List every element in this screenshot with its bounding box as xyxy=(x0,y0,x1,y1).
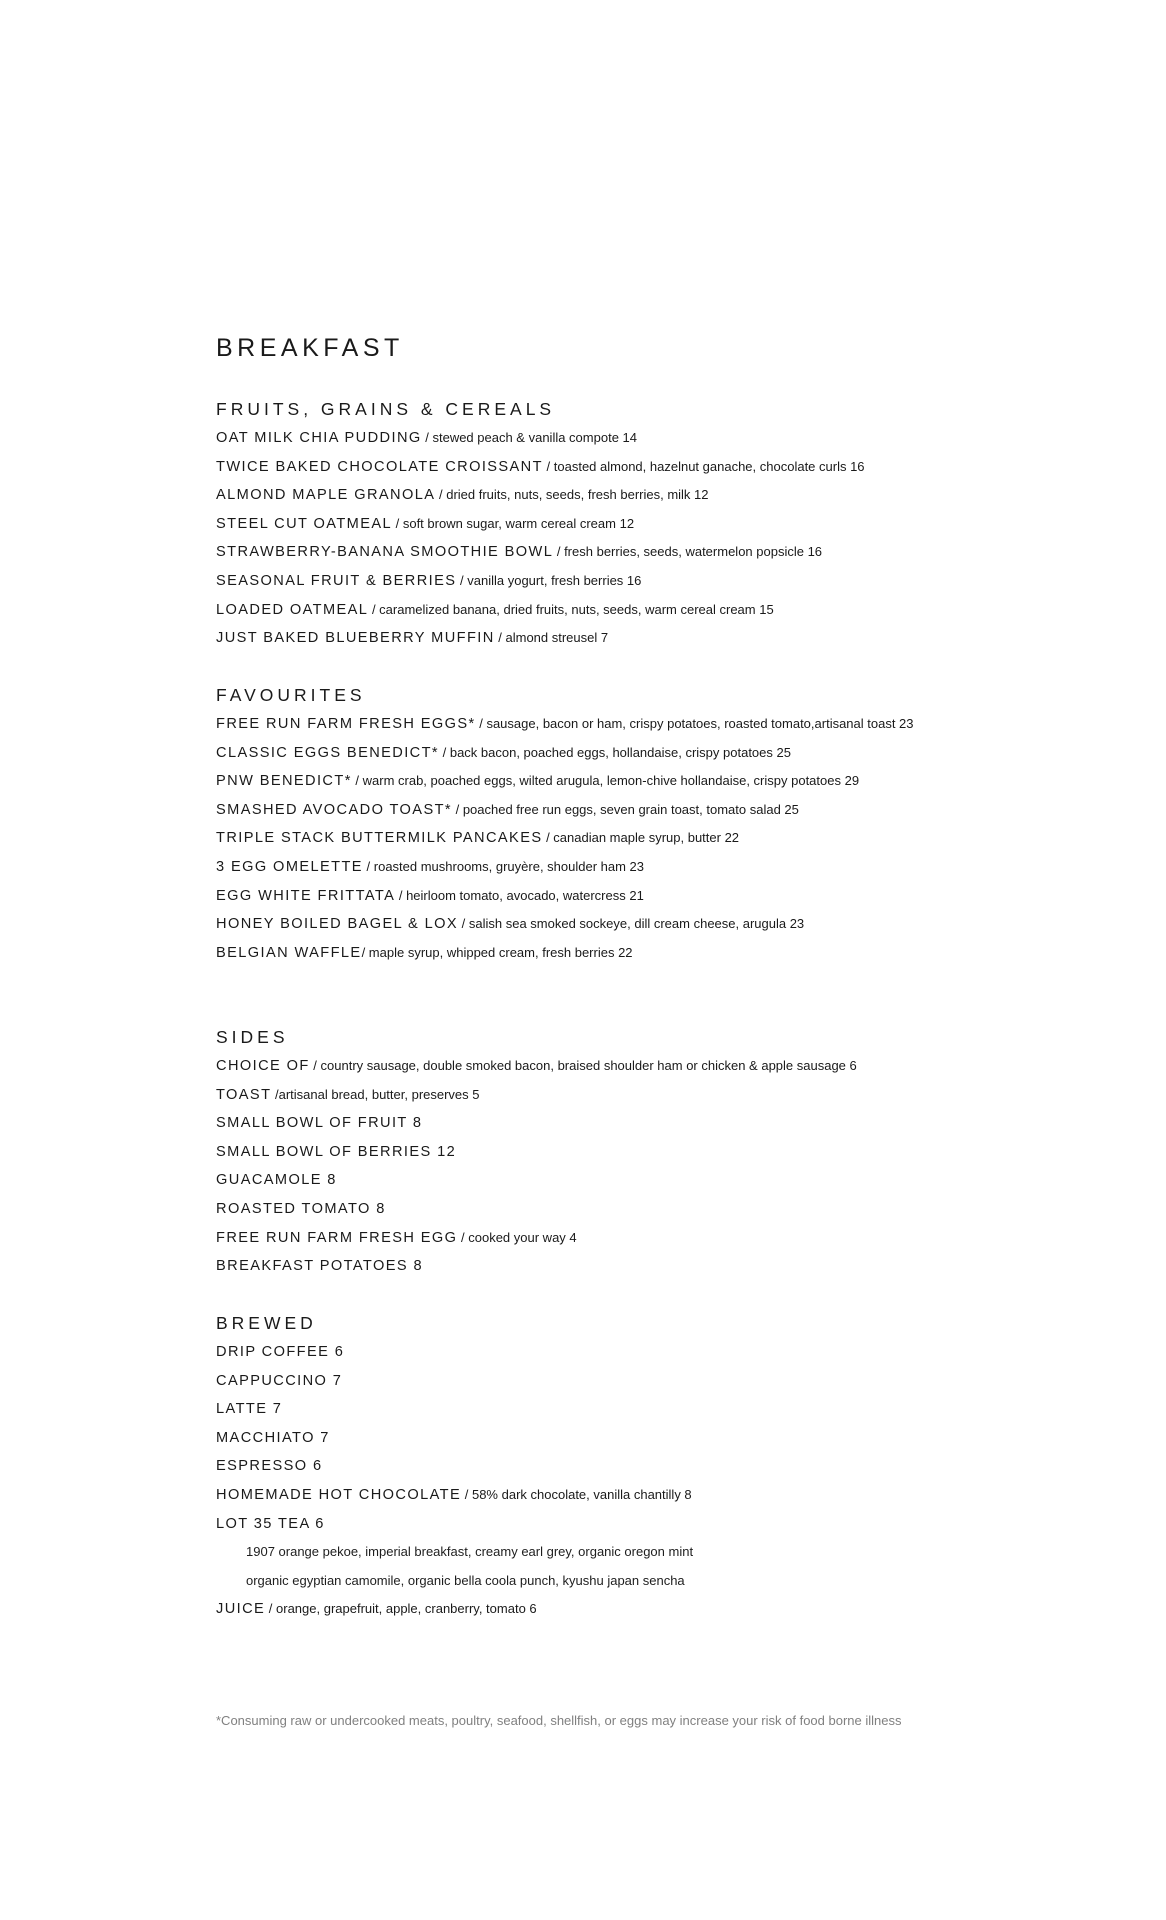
item-name: GUACAMOLE 8 xyxy=(216,1172,337,1189)
item-name: CLASSIC EGGS BENEDICT* xyxy=(216,744,439,761)
item-name: LOADED OATMEAL xyxy=(216,601,369,618)
item-description: / country sausage, double smoked bacon, braised shoulder ham or chicken & apple sausage 6 xyxy=(309,1058,857,1073)
item-name: ESPRESSO 6 xyxy=(216,1458,323,1475)
item-name: TWICE BAKED CHOCOLATE CROISSANT xyxy=(216,458,543,475)
menu-item xyxy=(216,510,1116,539)
item-name: OAT MILK CHIA PUDDING xyxy=(216,430,422,446)
item-name: SEASONAL FRUIT & BERRIES xyxy=(216,572,457,589)
menu-item xyxy=(216,1395,1116,1424)
item-description: / orange, grapefruit, apple, cranberry, tomato 6 xyxy=(265,1601,537,1617)
item-description: / heirloom tomato, avocado, watercress 21 xyxy=(395,887,644,903)
item-name: DRIP COFFEE 6 xyxy=(216,1344,345,1360)
item-name: CHOICE OF xyxy=(216,1058,310,1074)
item-name: ALMOND MAPLE GRANOLA xyxy=(216,487,436,504)
menu-item xyxy=(216,1481,1116,1510)
item-name: TOAST xyxy=(216,1086,272,1103)
menu-item xyxy=(216,1510,1116,1539)
menu-item xyxy=(216,567,1116,596)
menu-item xyxy=(216,538,1116,567)
item-name: FREE RUN FARM FRESH EGGS* xyxy=(216,716,476,732)
item-name: SMALL BOWL OF BERRIES 12 xyxy=(216,1143,457,1160)
section-brewed xyxy=(216,1309,1116,1624)
menu-item xyxy=(216,1195,1116,1224)
menu-item xyxy=(216,1081,1116,1110)
item-description: / soft brown sugar, warm cereal cream 12 xyxy=(392,515,635,531)
menu-item xyxy=(216,796,1116,825)
item-name: TRIPLE STACK BUTTERMILK PANCAKES xyxy=(216,830,543,847)
item-name: CAPPUCCINO 7 xyxy=(216,1372,343,1389)
menu-item xyxy=(216,853,1116,882)
item-description: / sausage, bacon or ham, crispy potatoes, roasted tomato,artisanal toast 23 xyxy=(475,716,914,731)
item-description: / stewed peach & vanilla compote 14 xyxy=(421,430,637,445)
item-name: SMALL BOWL OF FRUIT 8 xyxy=(216,1115,423,1132)
item-description: / back bacon, poached eggs, hollandaise, crispy potatoes 25 xyxy=(439,744,791,760)
item-name: EGG WHITE FRITTATA xyxy=(216,887,396,904)
item-description: / roasted mushrooms, gruyère, shoulder ham 23 xyxy=(362,858,645,874)
menu-item xyxy=(216,596,1116,625)
menu-item xyxy=(216,1452,1116,1481)
item-name: JUST BAKED BLUEBERRY MUFFIN xyxy=(216,630,495,647)
menu-item xyxy=(216,1367,1116,1396)
tea-list-line: 1907 orange pekoe, imperial breakfast, creamy earl grey, organic oregon mint xyxy=(246,1544,694,1560)
menu-item xyxy=(216,1138,1116,1167)
item-name: BREAKFAST POTATOES 8 xyxy=(216,1258,423,1275)
item-description: / caramelized banana, dried fruits, nuts, seeds, warm cereal cream 15 xyxy=(368,601,774,617)
menu-item xyxy=(216,1052,1116,1081)
menu-item xyxy=(216,939,1116,968)
item-name: BELGIAN WAFFLE xyxy=(216,944,362,961)
item-description: / toasted almond, hazelnut ganache, chocolate curls 16 xyxy=(542,458,865,474)
menu-item xyxy=(216,1338,1116,1367)
item-name: PNW BENEDICT* xyxy=(216,773,352,790)
menu-item xyxy=(216,624,1116,653)
menu-title: BREAKFAST xyxy=(216,334,404,362)
menu-item xyxy=(216,710,1116,739)
menu-item xyxy=(216,453,1116,482)
item-description: / almond streusel 7 xyxy=(494,630,609,646)
item-name: JUICE xyxy=(216,1601,266,1618)
section-heading: FAVOURITES xyxy=(216,685,366,705)
item-name: FREE RUN FARM FRESH EGG xyxy=(216,1229,458,1246)
item-name: HONEY BOILED BAGEL & LOX xyxy=(216,916,459,933)
item-description: / 58% dark chocolate, vanilla chantilly 8 xyxy=(461,1486,692,1502)
menu-item xyxy=(216,1224,1116,1253)
section-fruits-grains-cereals xyxy=(216,395,1116,653)
section-heading: FRUITS, GRAINS & CEREALS xyxy=(216,399,556,419)
item-description: / vanilla yogurt, fresh berries 16 xyxy=(456,572,642,588)
item-name: LATTE 7 xyxy=(216,1401,283,1418)
item-name: STEEL CUT OATMEAL xyxy=(216,515,392,532)
item-description: / warm crab, poached eggs, wilted arugula, lemon-chive hollandaise, crispy potatoes 29 xyxy=(351,773,860,789)
item-description: / poached free run eggs, seven grain toast, tomato salad 25 xyxy=(451,801,799,817)
menu-item xyxy=(216,1109,1116,1138)
item-description: / dried fruits, nuts, seeds, fresh berries, milk 12 xyxy=(435,487,709,503)
item-description: / cooked your way 4 xyxy=(457,1229,577,1245)
item-name: SMASHED AVOCADO TOAST* xyxy=(216,801,452,818)
item-description: / canadian maple syrup, butter 22 xyxy=(542,830,740,846)
item-description: /artisanal bread, butter, preserves 5 xyxy=(271,1086,480,1102)
section-heading: SIDES xyxy=(216,1027,289,1047)
item-name: STRAWBERRY-BANANA SMOOTHIE BOWL xyxy=(216,544,554,561)
tea-list-line: organic egyptian camomile, organic bella coola punch, kyushu japan sencha xyxy=(246,1572,685,1588)
item-name: MACCHIATO 7 xyxy=(216,1429,330,1446)
menu-item xyxy=(216,1252,1116,1281)
menu-item xyxy=(216,910,1116,939)
section-heading: BREWED xyxy=(216,1313,317,1333)
menu-item xyxy=(216,824,1116,853)
item-description: / salish sea smoked sockeye, dill cream cheese, arugula 23 xyxy=(458,916,805,932)
item-name: LOT 35 TEA 6 xyxy=(216,1515,325,1532)
menu-item xyxy=(216,1595,1116,1624)
item-name: HOMEMADE HOT CHOCOLATE xyxy=(216,1486,462,1503)
menu-item xyxy=(216,1424,1116,1453)
menu-item xyxy=(216,424,1116,453)
menu-item xyxy=(216,481,1116,510)
menu-item xyxy=(216,739,1116,768)
menu-item xyxy=(216,882,1116,911)
section-favourites xyxy=(216,681,1116,967)
food-safety-note: *Consuming raw or undercooked meats, poultry, seafood, shellfish, or eggs may increase your risk of food borne illness xyxy=(216,1713,902,1728)
menu-item xyxy=(216,1166,1116,1195)
item-description: / maple syrup, whipped cream, fresh berries 22 xyxy=(361,944,633,960)
item-name: 3 EGG OMELETTE xyxy=(216,858,363,875)
section-sides xyxy=(216,1023,1116,1281)
item-name: ROASTED TOMATO 8 xyxy=(216,1200,386,1217)
item-description: / fresh berries, seeds, watermelon popsicle 16 xyxy=(553,544,823,560)
menu-item xyxy=(216,767,1116,796)
